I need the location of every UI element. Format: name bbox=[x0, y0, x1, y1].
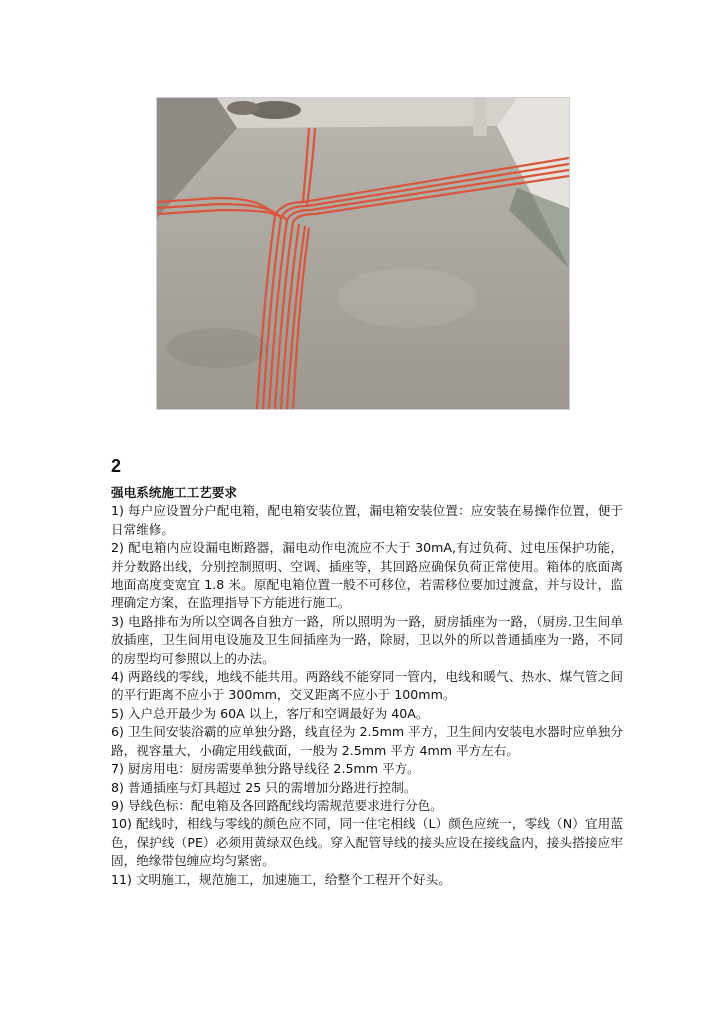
section-heading: 强电系统施工工艺要求 bbox=[111, 485, 237, 500]
requirement-item: 9) 导线色标：配电箱及各回路配线均需规范要求进行分色。 bbox=[111, 797, 443, 813]
requirement-item: 1) 每户应设置分户配电箱，配电箱安装位置，漏电箱安装位置：应安装在易操作位置，便于日常维修。 bbox=[111, 503, 623, 537]
requirement-item: 10) 配线时，相线与零线的颜色应不同，同一住宅相线（L）颜色应统一，零线（N）宜用蓝色，保护线（PE）必须用黄绿双色线。穿入配管导线的接头应设在接线盒内，接头搭接应牢固，绝缘带包缠应均匀紧密。 bbox=[111, 816, 623, 869]
requirement-item: 11) 文明施工，规范施工，加速施工，给整个工程开个好头。 bbox=[111, 871, 451, 887]
floor-conduit-illustration bbox=[157, 98, 569, 409]
requirement-item: 6) 卫生间安装浴霸的应单独分路，线直径为 2.5mm 平方，卫生间内安装电水器时应单独分路，视容量大，小确定用线截面，一般为 2.5mm 平方 4mm 平方左右。 bbox=[111, 724, 623, 758]
requirement-item: 4) 两路线的零线，地线不能共用。两路线不能穿同一管内，电线和暖气、热水、煤气管之间的平行距离不应小于 300mm，交叉距离不应小于 100mm。 bbox=[111, 669, 623, 703]
requirement-item: 5) 入户总开最少为 60A 以上，客厅和空调最好为 40A。 bbox=[111, 705, 429, 721]
requirement-item: 3) 电路排布为所以空调各自独方一路，所以照明为一路，厨房插座为一路，（厨房.卫生间单放插座，卫生间用电设施及卫生间插座为一路，除厨，卫以外的所以普通插座为一路，不同的房型均可参照以上的办法。 bbox=[111, 613, 623, 666]
construction-photo bbox=[156, 97, 570, 410]
requirement-item: 2) 配电箱内应设漏电断路器，漏电动作电流应不大于 30mA,有过负荷、过电压保护功能，并分数路出线，分别控制照明、空调、插座等，其回路应确保负荷正常使用。箱体的底面离地面高度变宽宜 1.8 米。原配电箱位置一般不可移位，若需移位要加过渡盒，并与设计，监理确定方案，在监理指导下方能进行施工。 bbox=[111, 540, 623, 611]
requirement-item: 7) 厨房用电：厨房需要单独分路导线径 2.5mm 平方。 bbox=[111, 761, 420, 777]
document-body bbox=[111, 484, 623, 889]
requirement-item: 8) 普通插座与灯具超过 25 只的需增加分路进行控制。 bbox=[111, 779, 417, 795]
section-number: 2 bbox=[111, 456, 122, 476]
